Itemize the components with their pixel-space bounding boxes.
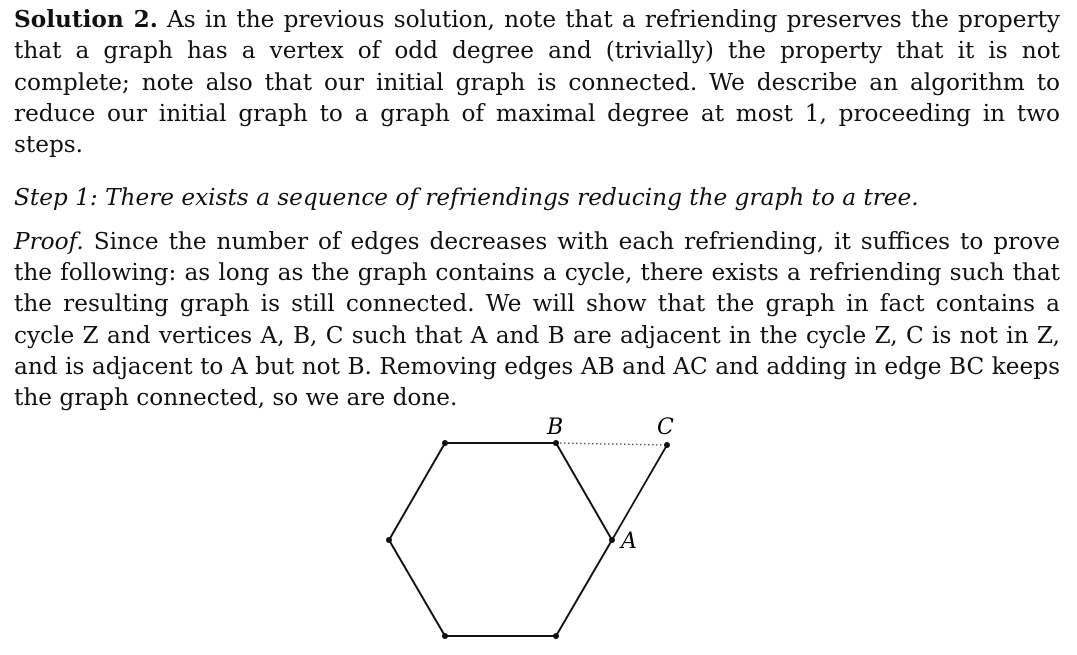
proof-text: Since the number of edges decreases with each refriending, it suffices to prove the following: as long as the graph contains a cycle, there exists a refriending such that the resulting graph is still connected. We will show that the graph in fact contains a cycle Z and vertices A, B, C such that A and B are adjacent in the cycle Z, C is not in Z, and is adjacent to A but not B. Removing edges AB and AC and adding in edge BC keeps the graph connected, so we are done. [14, 227, 1060, 412]
document-page [14, 4, 1060, 414]
solution-heading: Solution 2. [14, 6, 158, 33]
vertex-a [609, 537, 615, 543]
vertex-top-left [442, 440, 448, 446]
vertex-bottom-left [442, 633, 448, 639]
vertex-c [664, 442, 670, 448]
hexagon-cycle-figure [370, 405, 690, 650]
proof-paragraph [14, 226, 1060, 414]
proof-heading: Proof. [14, 227, 84, 255]
label-c: C [657, 415, 674, 440]
vertex-b [553, 440, 559, 446]
vertex-bottom-right [553, 633, 559, 639]
label-b: B [547, 415, 564, 440]
solution-paragraph [14, 4, 1060, 160]
figure-svg [370, 405, 690, 650]
label-a: A [621, 529, 637, 554]
edge-ac [612, 445, 667, 540]
vertex-left [386, 537, 392, 543]
cycle-z-hexagon [389, 443, 612, 636]
step-1-statement: Step 1: There exists a sequence of refriendings reducing the graph to a tree. [14, 184, 919, 212]
edge-bc-dotted [556, 443, 667, 445]
solution-text: As in the previous solution, note that a refriending preserves the property that a graph has a vertex of odd degree and (trivially) the property that it is not complete; note also that our initial graph is connected. We describe an algorithm to reduce our initial graph to a graph of maximal degree at most 1, proceeding in two steps. [14, 6, 1060, 159]
